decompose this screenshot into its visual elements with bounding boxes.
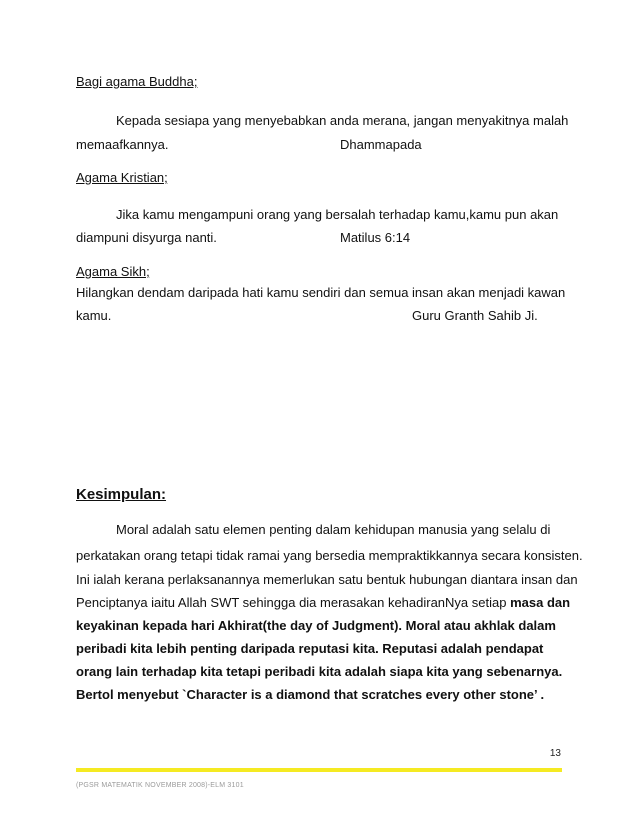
kristian-quote-line1: Jika kamu mengampuni orang yang bersalah terhadap kamu,kamu pun akan: [116, 207, 559, 222]
conclusion-line4: [76, 595, 570, 611]
kristian-title: Agama Kristian;: [76, 170, 168, 185]
buddha-source: Dhammapada: [340, 137, 422, 152]
conclusion-line5: [76, 618, 556, 634]
conclusion-heading: Kesimpulan:: [76, 486, 167, 503]
conclusion-line4-text: Penciptanya iaitu Allah SWT sehingga dia merasakan kehadiranNya setiap: [76, 595, 511, 610]
conclusion-line2: perkatakan orang tetapi tidak ramai yang bersedia mempraktikkannya secara konsisten.: [76, 548, 583, 563]
buddha-quote-line1: Kepada sesiapa yang menyebabkan anda merana, jangan menyakitnya malah: [116, 113, 569, 128]
buddha-quote-line2: memaafkannya.: [76, 137, 169, 152]
conclusion-line1: Moral adalah satu elemen penting dalam kehidupan manusia yang selalu di: [116, 522, 551, 537]
conclusion-line7: orang lain terhadap kita tetapi peribadi kita adalah siapa kita yang sebenarnya.: [76, 664, 563, 679]
sikh-quote-line1: Hilangkan dendam daripada hati kamu sendiri dan semua insan akan menjadi kawan: [76, 285, 566, 300]
conclusion-line8: Bertol menyebut `Character is a diamond that scratches every other stone’ .: [76, 687, 545, 702]
sikh-quote-line2: kamu.: [76, 308, 112, 323]
conclusion-line4-bold: masa dan: [510, 595, 571, 610]
sikh-title: Agama Sikh;: [76, 264, 150, 279]
kristian-quote-line2: diampuni disyurga nanti.: [76, 230, 217, 245]
kristian-source: Matilus 6:14: [340, 230, 411, 245]
sikh-source: Guru Granth Sahib Ji.: [412, 308, 538, 323]
page-number: 13: [549, 748, 561, 759]
conclusion-line6: peribadi kita lebih penting daripada reputasi kita. Reputasi adalah pendapat: [76, 641, 544, 656]
conclusion-line5-bold: Moral atau akhlak dalam: [405, 618, 556, 633]
buddha-title: Bagi agama Buddha;: [76, 74, 198, 89]
conclusion-line3: Ini ialah kerana perlaksanannya memerlukan satu bentuk hubungan diantara insan dan: [76, 572, 578, 587]
footer-text: (PGSR MATEMATIK NOVEMBER 2008)-ELM 3101: [76, 782, 244, 789]
conclusion-line5-text: keyakinan kepada hari Akhirat(the day of Judgment).: [76, 618, 406, 633]
footer-rule: [76, 768, 562, 772]
